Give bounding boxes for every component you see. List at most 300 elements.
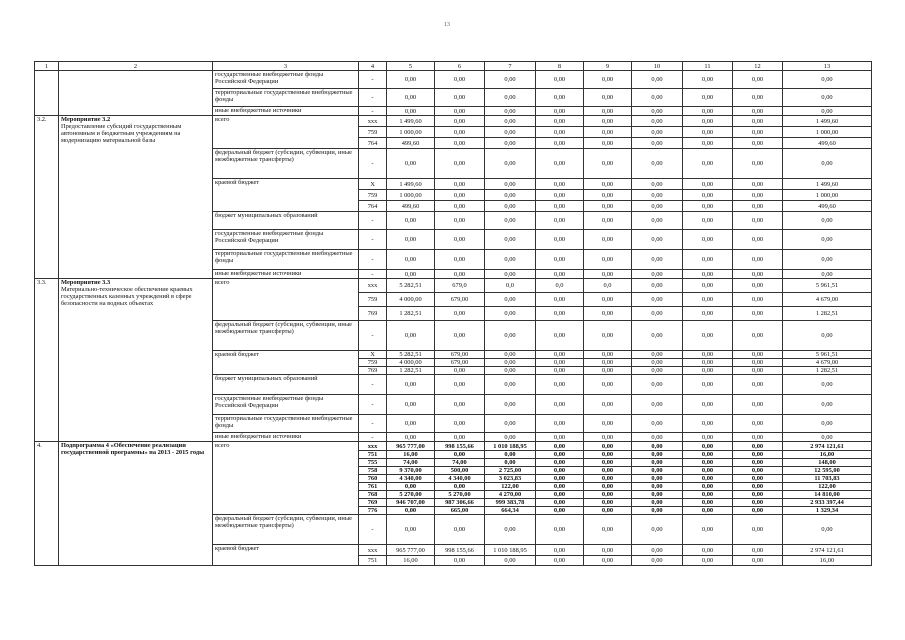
budget-code-cell: - [359,149,387,179]
amount-cell: 0,00 [584,507,632,515]
amount-cell: 0,00 [536,442,584,451]
amount-cell: 0,00 [485,116,536,127]
amount-cell: 0,00 [435,270,485,279]
amount-cell: 0,00 [485,179,536,190]
amount-cell: 1 282,51 [387,307,435,321]
amount-cell: 9 370,00 [387,467,435,475]
column-number-header: 6 [435,62,485,71]
amount-cell: 0,00 [536,351,584,359]
amount-cell: 0,00 [584,250,632,270]
amount-cell: 74,00 [387,459,435,467]
funding-source-cell: федеральный бюджет (субсидии, субвенции, иные межбюджетные трансферты) [213,321,359,351]
amount-cell: 0,00 [387,395,435,415]
amount-cell: 0,00 [435,201,485,212]
amount-cell: 0,00 [683,545,733,556]
funding-source-cell: краевой бюджет [213,351,359,375]
amount-cell: 0,00 [536,515,584,545]
amount-cell: 0,00 [584,116,632,127]
budget-code-cell: X [359,351,387,359]
amount-cell: 0,00 [733,467,783,475]
funding-source-cell: государственные внебюджетные фонды Российской Федерации [213,71,359,89]
amount-cell: 0,00 [485,415,536,433]
amount-cell: 0,00 [632,270,683,279]
budget-code-cell: - [359,250,387,270]
amount-cell: 0,00 [683,507,733,515]
budget-code-cell: xxx [359,279,387,293]
amount-cell: 148,00 [783,459,872,467]
amount-cell: 0,00 [584,367,632,375]
amount-cell: 0,00 [536,507,584,515]
amount-cell: 0,00 [485,351,536,359]
amount-cell: 0,00 [536,138,584,149]
amount-cell: 0,00 [632,451,683,459]
amount-cell: 0,00 [683,415,733,433]
funding-source-cell: территориальные государственные внебюджетные фонды [213,89,359,107]
amount-cell: 0,00 [485,459,536,467]
amount-cell: 0,00 [733,230,783,250]
amount-cell: 0,00 [387,375,435,395]
amount-cell: 0,00 [733,375,783,395]
amount-cell: 0,0 [584,279,632,293]
amount-cell: 0,00 [683,491,733,499]
amount-cell: 0,00 [387,483,435,491]
amount-cell: 0,00 [536,270,584,279]
amount-cell: 0,00 [435,230,485,250]
amount-cell: 0,00 [584,483,632,491]
amount-cell: 0,00 [632,293,683,307]
amount-cell: 0,00 [584,351,632,359]
amount-cell: 0,00 [632,279,683,293]
amount-cell: 0,00 [733,321,783,351]
budget-code-cell: 764 [359,138,387,149]
funding-source-cell: территориальные государственные внебюджетные фонды [213,250,359,270]
amount-cell: 0,00 [632,107,683,116]
amount-cell: 0,00 [536,293,584,307]
table-row [35,71,872,89]
measure-title: Мероприятие 3.3 [61,279,111,286]
budget-code-cell: - [359,375,387,395]
amount-cell: 0,00 [536,107,584,116]
page-number: 13 [444,22,450,28]
table-row [35,279,872,293]
amount-cell: 0,00 [584,138,632,149]
amount-cell: 16,00 [387,451,435,459]
budget-code-cell: 768 [359,491,387,499]
budget-code-cell: - [359,71,387,89]
amount-cell: 664,34 [485,507,536,515]
amount-cell: 0,00 [584,556,632,566]
funding-source-cell: государственные внебюджетные фонды Российской Федерации [213,230,359,250]
amount-cell: 0,00 [485,127,536,138]
amount-cell: 2 725,00 [485,467,536,475]
amount-cell: 679,00 [435,351,485,359]
amount-cell: 4 679,00 [783,293,872,307]
amount-cell: 1 000,00 [783,190,872,201]
amount-cell: 0,00 [387,415,435,433]
amount-cell: 0,00 [435,149,485,179]
amount-cell: 0,00 [387,107,435,116]
column-number-header: 2 [59,62,213,71]
amount-cell: 0,00 [733,483,783,491]
column-number-header: 10 [632,62,683,71]
amount-cell: 0,00 [536,201,584,212]
amount-cell: 0,00 [584,499,632,507]
budget-code-cell: xxx [359,545,387,556]
amount-cell: 0,00 [485,451,536,459]
amount-cell: 0,00 [584,467,632,475]
budget-code-cell: 758 [359,467,387,475]
amount-cell: 2 974 121,61 [783,545,872,556]
amount-cell: 0,00 [632,442,683,451]
amount-cell: 0,00 [733,127,783,138]
column-number-header: 9 [584,62,632,71]
amount-cell: 2 974 121,61 [783,442,872,451]
amount-cell: 0,00 [632,179,683,190]
measure-title: Мероприятие 3.2 [61,116,111,123]
amount-cell: 0,00 [783,433,872,442]
amount-cell: 1 000,00 [387,190,435,201]
amount-cell: 0,00 [683,270,733,279]
amount-cell: 0,00 [733,116,783,127]
column-number-header: 11 [683,62,733,71]
amount-cell: 0,00 [632,138,683,149]
column-number-header: 13 [783,62,872,71]
amount-cell: 0,00 [387,149,435,179]
amount-cell: 0,00 [683,107,733,116]
amount-cell: 4 000,00 [387,293,435,307]
amount-cell: 1 329,34 [783,507,872,515]
amount-cell: 0,00 [733,433,783,442]
amount-cell: 0,00 [536,89,584,107]
funding-source-cell: федеральный бюджет (субсидии, субвенции, иные межбюджетные трансферты) [213,515,359,545]
amount-cell: 0,00 [387,507,435,515]
amount-cell: 500,00 [435,467,485,475]
amount-cell: 0,00 [683,395,733,415]
amount-cell: 0,00 [632,359,683,367]
amount-cell: 0,00 [387,515,435,545]
budget-code-cell: 776 [359,507,387,515]
amount-cell: 0,00 [536,367,584,375]
funding-source-cell: иные внебюджетные источники [213,433,359,442]
amount-cell: 0,00 [536,179,584,190]
amount-cell: 4 340,00 [435,475,485,483]
row-index-cell: 3.2. [35,116,59,279]
amount-cell: 0,00 [536,491,584,499]
amount-cell: 0,00 [584,293,632,307]
amount-cell: 0,00 [683,515,733,545]
amount-cell: 1 282,51 [783,367,872,375]
amount-cell: 0,00 [485,212,536,230]
amount-cell: 0,00 [683,475,733,483]
amount-cell: 5 282,51 [387,351,435,359]
budget-code-cell: 769 [359,307,387,321]
table-row [35,442,872,451]
amount-cell: 998 155,66 [435,442,485,451]
amount-cell: 0,00 [584,179,632,190]
amount-cell: 0,00 [536,116,584,127]
amount-cell: 0,00 [632,515,683,545]
amount-cell: 0,00 [683,250,733,270]
amount-cell: 0,00 [733,556,783,566]
amount-cell: 0,0 [536,279,584,293]
budget-code-cell: 759 [359,293,387,307]
amount-cell: 0,00 [485,556,536,566]
amount-cell: 0,00 [733,179,783,190]
amount-cell: 0,00 [584,230,632,250]
amount-cell: 0,00 [536,321,584,351]
amount-cell: 0,00 [584,442,632,451]
amount-cell: 0,00 [683,149,733,179]
amount-cell: 679,00 [435,359,485,367]
amount-cell: 0,00 [733,395,783,415]
amount-cell: 965 777,00 [387,545,435,556]
amount-cell: 0,00 [683,116,733,127]
funding-source-cell: иные внебюджетные источники [213,107,359,116]
funding-source-cell: краевой бюджет [213,545,359,566]
amount-cell: 0,00 [536,250,584,270]
amount-cell: 0,00 [485,321,536,351]
amount-cell: 0,00 [683,279,733,293]
amount-cell: 0,00 [536,467,584,475]
amount-cell: 0,00 [536,415,584,433]
amount-cell: 11 703,83 [783,475,872,483]
amount-cell: 5 282,51 [387,279,435,293]
amount-cell: 0,00 [733,279,783,293]
amount-cell: 0,00 [485,375,536,395]
amount-cell: 0,00 [632,475,683,483]
amount-cell: 0,00 [536,459,584,467]
amount-cell: 0,00 [683,359,733,367]
budget-code-cell: - [359,212,387,230]
budget-code-cell: X [359,179,387,190]
amount-cell: 14 810,00 [783,491,872,499]
amount-cell: 946 707,00 [387,499,435,507]
amount-cell: 0,00 [435,107,485,116]
amount-cell: 0,00 [733,491,783,499]
amount-cell: 0,00 [783,515,872,545]
amount-cell: 0,00 [584,359,632,367]
amount-cell: 0,00 [683,467,733,475]
amount-cell: 0,00 [435,321,485,351]
amount-cell: 0,00 [435,89,485,107]
amount-cell: 0,00 [683,499,733,507]
amount-cell: 0,00 [584,71,632,89]
measure-name-cell [59,442,213,566]
amount-cell: 0,00 [683,556,733,566]
amount-cell: 0,00 [783,415,872,433]
amount-cell: 0,00 [485,515,536,545]
amount-cell: 0,00 [733,293,783,307]
budget-code-cell: 769 [359,367,387,375]
amount-cell: 0,00 [783,270,872,279]
amount-cell: 0,00 [683,459,733,467]
measure-name-cell [59,71,213,116]
amount-cell: 0,00 [485,230,536,250]
amount-cell: 0,00 [683,71,733,89]
amount-cell: 665,00 [435,507,485,515]
amount-cell: 0,00 [632,116,683,127]
amount-cell: 0,00 [632,212,683,230]
budget-code-cell: 755 [359,459,387,467]
amount-cell: 0,00 [435,433,485,442]
amount-cell: 0,00 [733,545,783,556]
amount-cell: 0,00 [435,451,485,459]
amount-cell: 0,00 [536,395,584,415]
amount-cell: 0,00 [632,89,683,107]
amount-cell: 0,00 [485,107,536,116]
amount-cell: 499,60 [783,138,872,149]
amount-cell: 0,00 [387,230,435,250]
amount-cell: 0,00 [485,149,536,179]
amount-cell: 0,00 [435,515,485,545]
amount-cell: 0,00 [584,395,632,415]
row-index-cell: 3.3. [35,279,59,442]
amount-cell: 3 023,83 [485,475,536,483]
amount-cell: 0,00 [435,71,485,89]
amount-cell: 0,00 [733,250,783,270]
amount-cell: 965 777,00 [387,442,435,451]
amount-cell: 0,00 [683,321,733,351]
amount-cell: 0,00 [584,149,632,179]
header-row [35,62,872,71]
funding-source-cell: всего [213,279,359,321]
amount-cell: 0,00 [536,483,584,491]
amount-cell: 16,00 [783,451,872,459]
amount-cell: 0,00 [733,459,783,467]
amount-cell: 0,00 [584,433,632,442]
amount-cell: 0,00 [435,556,485,566]
amount-cell: 0,00 [387,270,435,279]
amount-cell: 1 282,51 [783,307,872,321]
amount-cell: 0,00 [435,395,485,415]
amount-cell: 0,00 [733,107,783,116]
amount-cell: 0,00 [632,395,683,415]
amount-cell: 679,0 [435,279,485,293]
column-number-header: 7 [485,62,536,71]
amount-cell: 0,00 [683,89,733,107]
amount-cell: 1 000,00 [387,127,435,138]
amount-cell: 122,00 [485,483,536,491]
amount-cell: 0,00 [584,127,632,138]
amount-cell: 0,00 [733,149,783,179]
amount-cell: 0,00 [733,212,783,230]
budget-code-cell: xxx [359,116,387,127]
amount-cell: 0,00 [783,212,872,230]
amount-cell: 998 155,66 [435,545,485,556]
column-number-header: 8 [536,62,584,71]
funding-source-cell: федеральный бюджет (субсидии, субвенции, иные межбюджетные трансферты) [213,149,359,179]
amount-cell: 0,00 [584,321,632,351]
amount-cell: 0,00 [632,415,683,433]
amount-cell: 0,00 [536,499,584,507]
amount-cell: 0,00 [632,375,683,395]
amount-cell: 0,00 [584,545,632,556]
amount-cell: 0,00 [783,250,872,270]
amount-cell: 0,00 [733,515,783,545]
amount-cell: 0,00 [435,375,485,395]
amount-cell: 0,00 [584,515,632,545]
amount-cell: 679,00 [435,293,485,307]
amount-cell: 1 010 188,95 [485,442,536,451]
amount-cell: 0,00 [632,307,683,321]
amount-cell: 0,00 [387,71,435,89]
amount-cell: 1 499,60 [783,116,872,127]
amount-cell: 0,00 [632,201,683,212]
amount-cell: 0,00 [387,212,435,230]
amount-cell: 0,0 [485,279,536,293]
amount-cell: 0,00 [683,367,733,375]
column-number-header: 12 [733,62,783,71]
amount-cell: 0,00 [584,459,632,467]
amount-cell: 0,00 [536,545,584,556]
amount-cell: 0,00 [683,293,733,307]
amount-cell: 0,00 [485,367,536,375]
amount-cell: 16,00 [783,556,872,566]
measure-name-cell [59,116,213,279]
amount-cell: 0,00 [387,433,435,442]
amount-cell: 0,00 [485,71,536,89]
amount-cell: 1 282,51 [387,367,435,375]
amount-cell: 0,00 [536,71,584,89]
amount-cell: 0,00 [584,190,632,201]
funding-source-cell: бюджет муниципальных образований [213,212,359,230]
amount-cell: 0,00 [536,451,584,459]
amount-cell: 0,00 [536,127,584,138]
amount-cell: 4 340,00 [387,475,435,483]
amount-cell: 0,00 [683,351,733,359]
amount-cell: 0,00 [435,212,485,230]
amount-cell: 0,00 [632,250,683,270]
amount-cell: 0,00 [683,138,733,149]
amount-cell: 0,00 [632,491,683,499]
budget-code-cell: - [359,107,387,116]
budget-code-cell: 759 [359,127,387,138]
amount-cell: 0,00 [783,395,872,415]
amount-cell: 0,00 [632,367,683,375]
column-number-header: 3 [213,62,359,71]
table-row [35,116,872,127]
amount-cell: 0,00 [632,499,683,507]
amount-cell: 0,00 [536,433,584,442]
funding-source-cell: краевой бюджет [213,179,359,212]
amount-cell: 0,00 [683,127,733,138]
amount-cell: 0,00 [632,545,683,556]
amount-cell: 0,00 [632,556,683,566]
funding-source-cell: государственные внебюджетные фонды Российской Федерации [213,395,359,415]
amount-cell: 0,00 [536,475,584,483]
amount-cell: 1 499,60 [783,179,872,190]
budget-code-cell: 769 [359,499,387,507]
amount-cell: 0,00 [584,307,632,321]
amount-cell: 0,00 [683,212,733,230]
amount-cell: 0,00 [632,483,683,491]
amount-cell: 1 499,60 [387,179,435,190]
funding-source-cell: иные внебюджетные источники [213,270,359,279]
amount-cell: 0,00 [683,433,733,442]
amount-cell: 0,00 [632,190,683,201]
amount-cell: 499,60 [387,201,435,212]
row-index-cell: 4. [35,442,59,566]
funding-source-cell: всего [213,442,359,515]
amount-cell: 0,00 [435,127,485,138]
amount-cell: 0,00 [733,138,783,149]
budget-code-cell: 751 [359,451,387,459]
amount-cell: 0,00 [584,89,632,107]
amount-cell: 0,00 [733,475,783,483]
amount-cell: 987 306,66 [435,499,485,507]
amount-cell: 0,00 [632,467,683,475]
amount-cell: 0,00 [435,415,485,433]
